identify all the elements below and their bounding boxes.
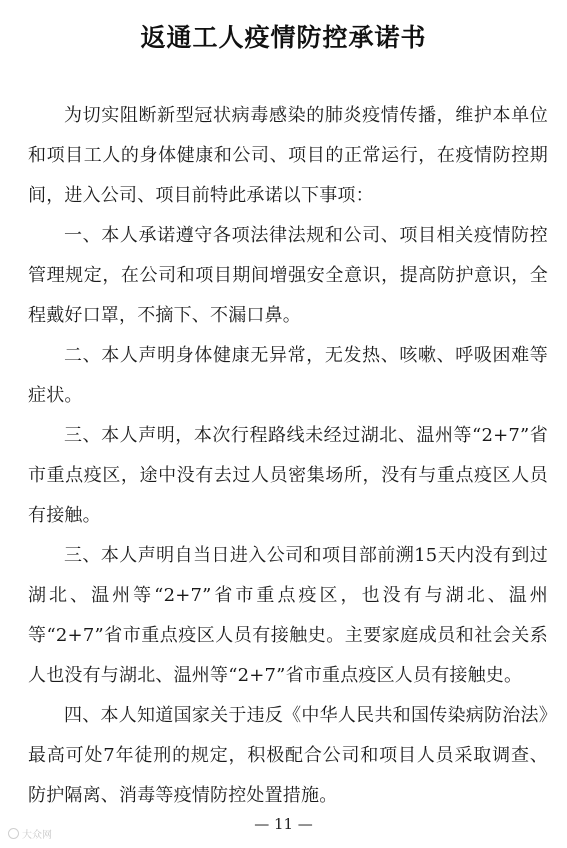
watermark-logo-icon xyxy=(8,828,19,839)
document-title: 返通工人疫情防控承诺书 xyxy=(140,23,427,52)
intro-paragraph: 为切实阻断新型冠状病毒感染的肺炎疫情传播，维护本单位和项目工人的身体健康和公司、项目的正常运行，在疫情防控期间，进入公司、项目前特此承诺以下事项： xyxy=(28,105,548,206)
page-number: — 11 — xyxy=(254,815,313,833)
commitment-paragraph-2: 二、本人声明身体健康无异常，无发热、咳嗽、呼吸困难等症状。 xyxy=(28,345,548,406)
commitment-paragraph-3: 三、本人声明，本次行程路线未经过湖北、温州等“2+7”省市重点疫区，途中没有去过人员密集场所，没有与重点疫区人员有接触。 xyxy=(28,425,548,526)
document-body xyxy=(28,96,548,816)
commitment-paragraph-5: 四、本人知道国家关于违反《中华人民共和国传染病防治法》最高可处7年徒刑的规定，积极配合公司和项目人员采取调查、防护隔离、消毒等疫情防控处置措施。 xyxy=(28,705,548,806)
commitment-paragraph-4: 三、本人声明自当日进入公司和项目部前溯15天内没有到过湖北、温州等“2+7”省市重点疫区，也没有与湖北、温州等“2+7”省市重点疫区人员有接触史。主要家庭成员和社会关系人也没有与湖北、温州等“2+7”省市重点疫区人员有接触史。 xyxy=(28,545,548,686)
watermark xyxy=(8,826,52,841)
watermark-text: 大众网 xyxy=(22,830,52,841)
commitment-paragraph-1: 一、本人承诺遵守各项法律法规和公司、项目相关疫情防控管理规定，在公司和项目期间增强安全意识，提高防护意识，全程戴好口罩，不摘下、不漏口鼻。 xyxy=(28,225,548,326)
